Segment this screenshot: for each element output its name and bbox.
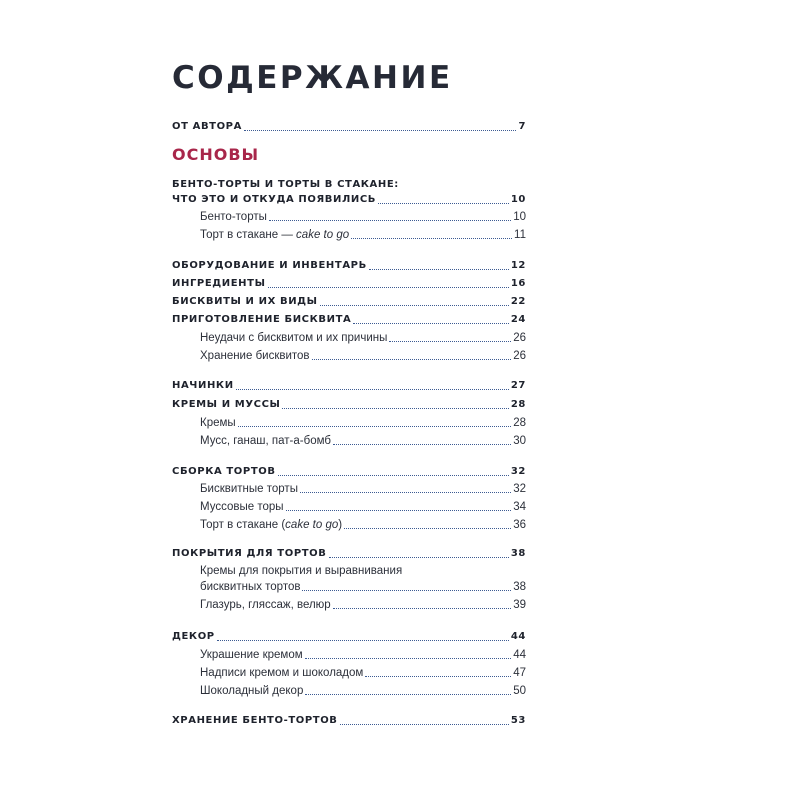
toc-entry-label: Мусс, ганаш, пат-а-бомб	[200, 435, 331, 447]
toc-subentry-glaze[interactable]	[200, 596, 526, 612]
dot-leader	[333, 444, 511, 445]
dot-leader	[269, 220, 511, 221]
toc-entry-label: Бенто-торты	[200, 211, 267, 223]
dot-leader	[344, 528, 511, 529]
toc-entry-bento-cakes-intro[interactable]	[172, 191, 526, 207]
toc-subentry-sponge-storage[interactable]	[200, 347, 526, 363]
label-text: Торт в стакане —	[200, 229, 297, 241]
toc-entry-label: ИНГРЕДИЕНТЫ	[172, 278, 266, 289]
toc-page-number: 26	[513, 332, 526, 344]
toc-entry-label: ОТ АВТОРА	[172, 121, 242, 132]
toc-page-number: 28	[513, 417, 526, 429]
dot-leader	[351, 238, 512, 239]
toc-page-number: 7	[518, 121, 526, 132]
toc-entry-label: НАЧИНКИ	[172, 380, 234, 391]
dot-leader	[333, 608, 512, 609]
toc-page-number: 44	[513, 649, 526, 661]
dot-leader	[302, 590, 511, 591]
toc-page-number: 28	[510, 399, 526, 410]
toc-entry-from-author[interactable]	[172, 118, 526, 134]
toc-entry-fillings[interactable]	[172, 377, 526, 393]
toc-subentry-mousse-ganache[interactable]	[200, 432, 526, 448]
toc-entry-bento-storage[interactable]	[172, 712, 526, 728]
toc-page-number: 26	[513, 350, 526, 362]
toc-entry-label-line1: БЕНТО-ТОРТЫ И ТОРТЫ В СТАКАНЕ:	[172, 179, 399, 190]
dot-leader	[340, 724, 509, 725]
toc-subentry-coating-creams[interactable]	[200, 578, 526, 594]
dot-leader	[286, 510, 512, 511]
toc-entry-label: ЧТО ЭТО И ОТКУДА ПОЯВИЛИСЬ	[172, 194, 377, 205]
toc-entry-label-line1: Кремы для покрытия и выравнивания	[200, 565, 403, 577]
toc-page-number: 10	[510, 194, 526, 205]
dot-leader	[238, 426, 512, 427]
toc-page-number: 30	[513, 435, 526, 447]
dot-leader	[278, 475, 509, 476]
toc-page-number: 39	[513, 599, 526, 611]
toc-page-number: 38	[510, 548, 526, 559]
toc-page-number: 36	[513, 519, 526, 531]
toc-entry-cake-coatings[interactable]	[172, 545, 526, 561]
toc-entry-sponges-types[interactable]	[172, 293, 526, 309]
toc-page-number: 16	[510, 278, 526, 289]
dot-leader	[312, 359, 512, 360]
toc-entry-label: Глазурь, глясcаж, велюр	[200, 599, 331, 611]
toc-entry-label	[200, 228, 349, 242]
dot-leader	[378, 203, 509, 204]
dot-leader	[217, 640, 509, 641]
toc-entry-decor[interactable]	[172, 628, 526, 644]
toc-entry-label: Бисквитные торты	[200, 483, 298, 495]
label-italic: cake to go	[285, 519, 339, 531]
toc-page-number: 32	[513, 483, 526, 495]
toc-entry-label: БИСКВИТЫ И ИХ ВИДЫ	[172, 296, 318, 307]
toc-page-number: 22	[510, 296, 526, 307]
toc-page-number: 24	[510, 314, 526, 325]
toc-page-number: 10	[513, 211, 526, 223]
toc-page-number: 34	[513, 501, 526, 513]
toc-entry-creams-mousses[interactable]	[172, 396, 526, 412]
toc-page-number: 50	[513, 685, 526, 697]
toc-entry-equipment[interactable]	[172, 257, 526, 273]
toc-subentry-cream-decoration[interactable]	[200, 646, 526, 662]
toc-entry-label: ПОКРЫТИЯ ДЛЯ ТОРТОВ	[172, 548, 327, 559]
dot-leader	[320, 305, 509, 306]
toc-page-number: 32	[510, 466, 526, 477]
toc-page-number: 53	[510, 715, 526, 726]
dot-leader	[236, 389, 509, 390]
section-heading: ОСНОВЫ	[172, 145, 260, 164]
toc-entry-label: ХРАНЕНИЕ БЕНТО-ТОРТОВ	[172, 715, 338, 726]
toc-entry-label: бисквитных тортов	[200, 581, 301, 593]
dot-leader	[305, 658, 512, 659]
toc-subentry-sponge-cakes[interactable]	[200, 480, 526, 496]
toc-page-number: 11	[514, 229, 526, 241]
toc-entry-label: Муссовые торы	[200, 501, 284, 513]
dot-leader	[282, 408, 508, 409]
toc-page-number: 12	[510, 260, 526, 271]
toc-page-number: 44	[510, 631, 526, 642]
dot-leader	[268, 287, 509, 288]
dot-leader	[305, 694, 511, 695]
toc-subentry-cake-in-glass[interactable]	[200, 226, 526, 242]
toc-entry-label: Хранение бисквитов	[200, 350, 310, 362]
toc-entry-label	[200, 518, 342, 532]
toc-entry-label: Надписи кремом и шоколадом	[200, 667, 364, 679]
toc-page-number: 38	[513, 581, 526, 593]
dot-leader	[329, 557, 509, 558]
toc-subentry-cake-to-go[interactable]	[200, 516, 526, 532]
toc-entry-label: ОБОРУДОВАНИЕ И ИНВЕНТАРЬ	[172, 260, 367, 271]
dot-leader	[244, 130, 516, 131]
toc-entry-label: ПРИГОТОВЛЕНИЕ БИСКВИТА	[172, 314, 352, 325]
toc-subentry-sponge-failures[interactable]	[200, 329, 526, 345]
label-italic: cake to go	[296, 229, 350, 241]
dot-leader	[365, 676, 511, 677]
dot-leader	[369, 269, 509, 270]
toc-page-number: 47	[513, 667, 526, 679]
toc-subentry-creams[interactable]	[200, 414, 526, 430]
toc-subentry-mousse-cakes[interactable]	[200, 498, 526, 514]
dot-leader	[300, 492, 511, 493]
toc-subentry-bento-cakes[interactable]	[200, 208, 526, 224]
toc-entry-label: Кремы	[200, 417, 236, 429]
label-text-after: )	[338, 519, 343, 531]
toc-entry-sponge-preparation[interactable]	[172, 311, 526, 327]
toc-entry-label: Неудачи с бисквитом и их причины	[200, 332, 388, 344]
toc-subentry-chocolate-decor[interactable]	[200, 682, 526, 698]
page-title: СОДЕРЖАНИЕ	[172, 60, 453, 96]
toc-entry-label: ДЕКОР	[172, 631, 215, 642]
toc-subentry-inscriptions[interactable]	[200, 664, 526, 680]
toc-entry-label: Шоколадный декор	[200, 685, 304, 697]
label-text: Торт в стакане (	[200, 519, 286, 531]
dot-leader	[389, 341, 511, 342]
toc-page-number: 27	[510, 380, 526, 391]
toc-entry-ingredients[interactable]	[172, 275, 526, 291]
toc-entry-label: КРЕМЫ И МУССЫ	[172, 399, 281, 410]
toc-entry-cake-assembly[interactable]	[172, 463, 526, 479]
toc-entry-label: СБОРКА ТОРТОВ	[172, 466, 276, 477]
toc-entry-label: Украшение кремом	[200, 649, 303, 661]
dot-leader	[353, 323, 509, 324]
